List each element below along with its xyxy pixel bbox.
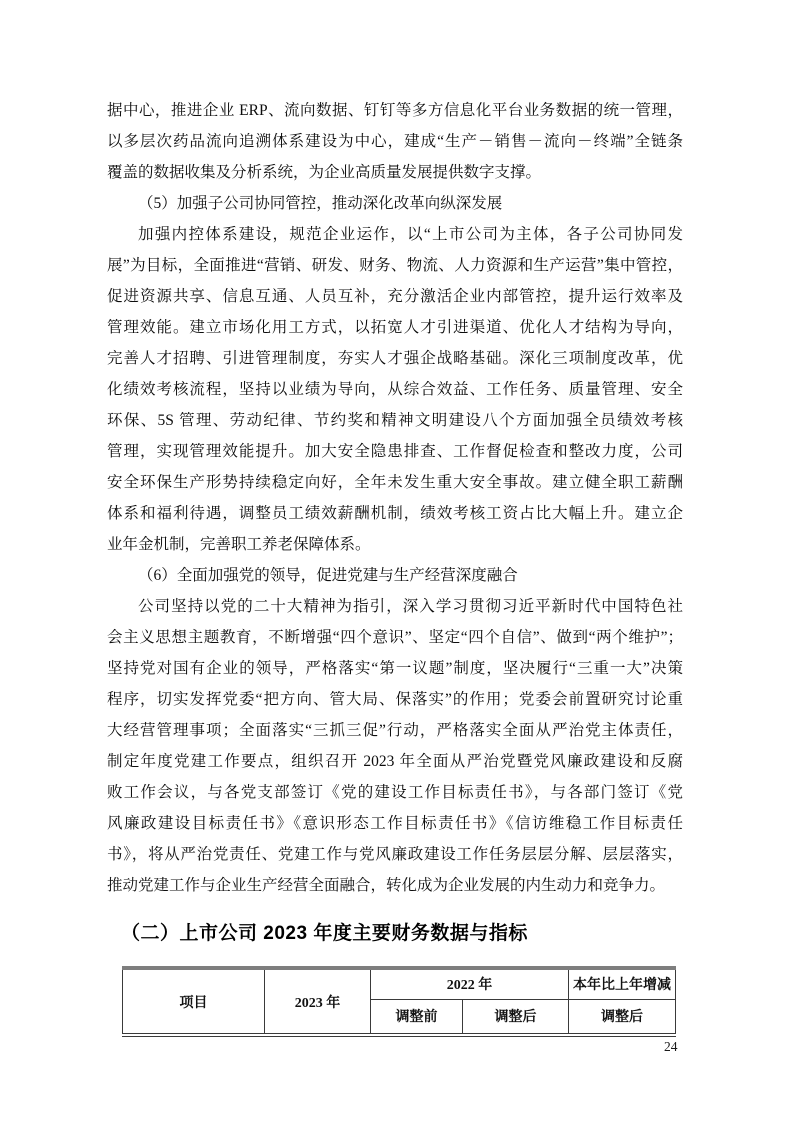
section-heading: （二）上市公司 2023 年度主要财务数据与指标 (121, 923, 528, 944)
body-line: 会主义思想主题教育，不断增强“四个意识”、坚定“四个自信”、做到“两个维护”； (107, 629, 683, 646)
body-line: 覆盖的数据收集及分析系统，为企业高质量发展提供数字支撑。 (107, 164, 542, 181)
body-line: 风廉政建设目标责任书》《意识形态工作目标责任书》《信访维稳工作目标责任 (107, 815, 683, 832)
body-line: 制定年度党建工作要点，组织召开 2023 年全面从严治党暨党风廉政建设和反腐 (107, 753, 683, 770)
financial-table (122, 966, 676, 1037)
table-header-adj-before: 调整前 (371, 999, 463, 1035)
table-header-item: 项目 (123, 968, 265, 1035)
body-text-block (107, 95, 683, 901)
table-header-change: 本年比上年增减 (569, 968, 676, 999)
subsection-heading-5: （5）加强子公司协同管控，推动深化改革向纵深发展 (138, 195, 503, 212)
body-line: 安全环保生产形势持续稳定向好，全年未发生重大安全事故。建立健全职工薪酬 (107, 474, 683, 491)
body-line: 业年金机制，完善职工养老保障体系。 (107, 536, 371, 553)
table-header-change-adj: 调整后 (569, 999, 676, 1035)
body-line: 体系和福利待遇，调整员工绩效薪酬机制，绩效考核工资占比大幅上升。建立企 (107, 505, 683, 522)
body-line: 以多层次药品流向追溯体系建设为中心，建成“生产－销售－流向－终端”全链条 (107, 133, 683, 150)
subsection-heading-6: （6）全面加强党的领导，促进党建与生产经营深度融合 (138, 567, 518, 584)
page-number: 24 (664, 1039, 678, 1054)
body-line: 败工作会议，与各党支部签订《党的建设工作目标责任书》，与各部门签订《党 (107, 784, 683, 801)
body-line: 化绩效考核流程，坚持以业绩为导向，从综合效益、工作任务、质量管理、安全 (107, 381, 683, 398)
body-line: 书》，将从严治党责任、党建工作与党风廉政建设工作任务层层分解、层层落实， (107, 846, 683, 863)
table-header-adj-after: 调整后 (463, 999, 569, 1035)
body-line: 管理，实现管理效能提升。加大安全隐患排查、工作督促检查和整改力度，公司 (107, 443, 683, 460)
table-header-2022: 2022 年 (371, 968, 569, 999)
body-line: 大经营管理事项；全面落实“三抓三促”行动，严格落实全面从严治党主体责任， (107, 722, 683, 739)
body-line: 环保、5S 管理、劳动纪律、节约奖和精神文明建设八个方面加强全员绩效考核 (107, 412, 683, 429)
table-header-2023: 2023 年 (265, 968, 371, 1035)
body-line: 推动党建工作与企业生产经营全面融合，转化成为企业发展的内生动力和竞争力。 (107, 877, 666, 894)
body-line: 据中心，推进企业 ERP、流向数据、钉钉等多方信息化平台业务数据的统一管理， (107, 102, 683, 119)
body-line: 促进资源共享、信息互通、人员互补，充分激活企业内部管控，提升运行效率及 (107, 288, 683, 305)
body-line: 完善人才招聘、引进管理制度，夯实人才强企战略基础。深化三项制度改革，优 (107, 350, 683, 367)
body-line: 坚持党对国有企业的领导，严格落实“第一议题”制度，坚决履行“三重一大”决策 (107, 660, 683, 677)
body-line: 展”为目标，全面推进“营销、研发、财务、物流、人力资源和生产运营”集中管控， (107, 257, 683, 274)
table-header-row-1 (123, 968, 676, 999)
body-line: 公司坚持以党的二十大精神为指引，深入学习贯彻习近平新时代中国特色社 (138, 598, 683, 615)
body-line: 程序，切实发挥党委“把方向、管大局、保落实”的作用；党委会前置研究讨论重 (107, 691, 683, 708)
body-line: 加强内控体系建设，规范企业运作，以“上市公司为主体，各子公司协同发 (138, 226, 683, 243)
body-line: 管理效能。建立市场化用工方式，以拓宽人才引进渠道、优化人才结构为导向， (107, 319, 683, 336)
